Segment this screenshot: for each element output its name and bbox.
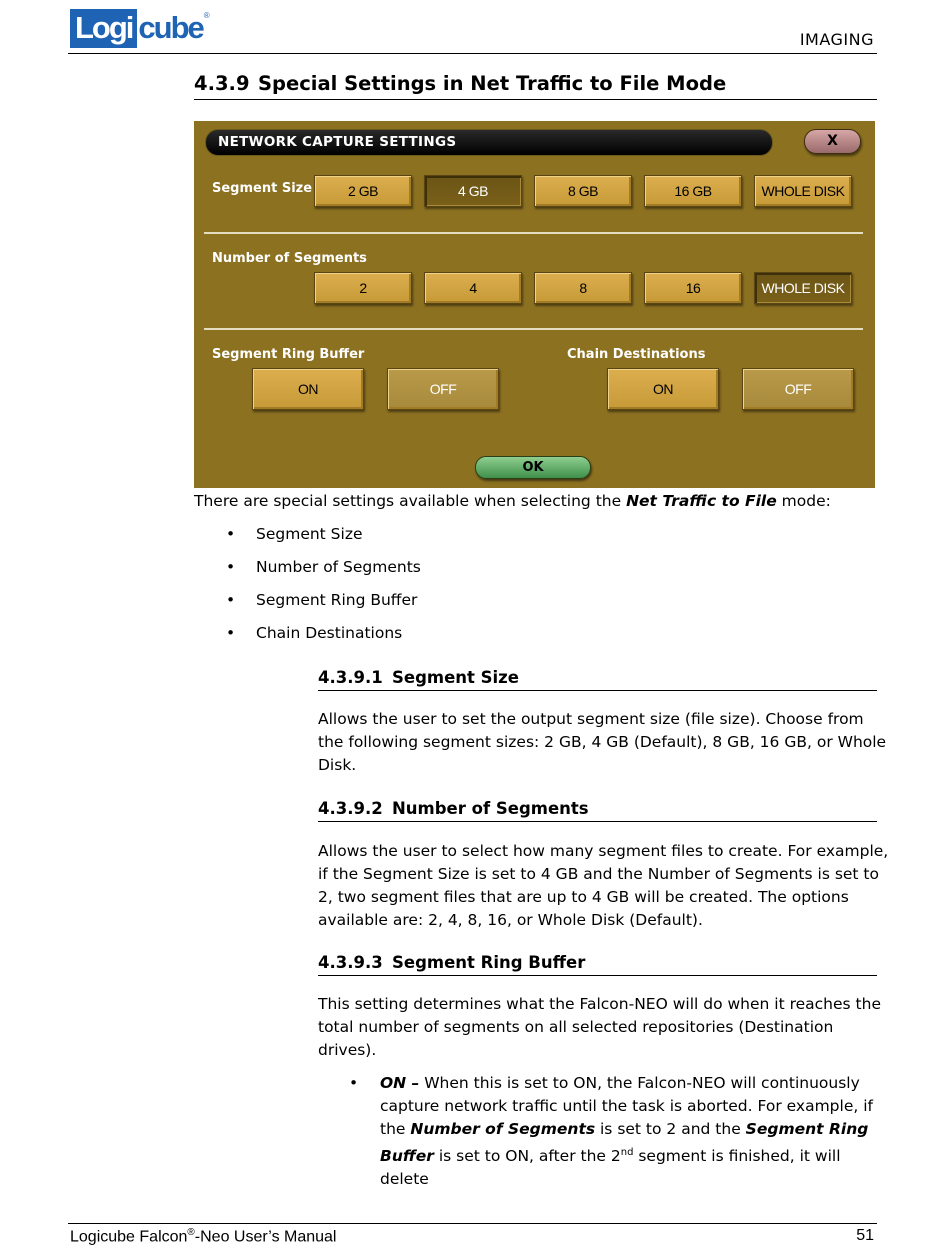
- logo-registered-mark: ®: [203, 11, 210, 20]
- segments-16-button[interactable]: 16: [644, 272, 742, 304]
- bullet-line: capture network traffic until the task is aborted. For example, if: [380, 1097, 873, 1115]
- segment-size-label: Segment Size: [212, 181, 313, 196]
- list-item: • Chain Destinations: [226, 621, 421, 654]
- paragraph-line: if the Segment Size is set to 4 GB and the Number of Segments is set to: [318, 865, 879, 883]
- paragraph-line: drives).: [318, 1041, 377, 1059]
- ring-buffer-off-button[interactable]: OFF: [387, 368, 499, 410]
- bullet-dot: •: [349, 1074, 359, 1092]
- intro-text-end: mode:: [776, 492, 831, 510]
- segment-size-paragraph: [318, 708, 886, 777]
- logo-mark-boxed: Logi: [70, 9, 137, 48]
- ring-buffer-on-button[interactable]: ON: [252, 368, 364, 410]
- segment-size-16gb-button[interactable]: 16 GB: [644, 175, 742, 207]
- bullet-line: segment is finished, it will delete: [380, 1147, 841, 1189]
- paragraph-line: Allows the user to select how many segment files to create. For example,: [318, 842, 889, 860]
- paragraph-line: 2, two segment files that are up to 4 GB will be created. The options: [318, 888, 849, 906]
- settings-list: [226, 522, 421, 654]
- segments-4-button[interactable]: 4: [424, 272, 522, 304]
- subsection-heading-segment-size: [318, 668, 877, 691]
- subsection-number: 4.3.9.1: [318, 668, 383, 687]
- bullet-line: the: [380, 1120, 411, 1138]
- number-of-segments-label: Number of Segments: [212, 251, 367, 266]
- segments-2-button[interactable]: 2: [314, 272, 412, 304]
- segment-size-whole-disk-button[interactable]: WHOLE DISK: [754, 175, 852, 207]
- footer-rule: [68, 1223, 877, 1224]
- segments-8-button[interactable]: 8: [534, 272, 632, 304]
- bullet-line: is set to 2 and the: [595, 1120, 746, 1138]
- bullet-term: ON –: [380, 1074, 420, 1092]
- bullet-line: is set to ON, after the 2: [433, 1147, 621, 1166]
- dialog-divider: [204, 328, 863, 330]
- paragraph-line: Allows the user to set the output segment size (file size). Choose from: [318, 710, 864, 728]
- list-item: • Segment Ring Buffer: [226, 588, 421, 621]
- segments-whole-disk-button[interactable]: WHOLE DISK: [754, 272, 852, 304]
- footer-manual-title: [70, 1227, 336, 1246]
- logo-mark-text: cube: [138, 10, 203, 45]
- segment-ring-buffer-label: Segment Ring Buffer: [212, 347, 365, 362]
- intro-paragraph: [194, 490, 831, 513]
- segment-size-2gb-button[interactable]: 2 GB: [314, 175, 412, 207]
- subsection-number: 4.3.9.2: [318, 799, 383, 818]
- bullet-text: [380, 1072, 880, 1191]
- subsection-number: 4.3.9.3: [318, 953, 383, 972]
- bullet-emphasis: Number of Segments: [410, 1120, 596, 1138]
- paragraph-line: This setting determines what the Falcon-NEO will do when it reaches the: [318, 995, 881, 1013]
- bullet-line: When this is set to ON, the Falcon-NEO will continuously: [419, 1074, 860, 1092]
- paragraph-line: Disk.: [318, 756, 357, 774]
- network-capture-settings-dialog: [194, 121, 875, 488]
- chain-destinations-off-button[interactable]: OFF: [742, 368, 854, 410]
- close-button[interactable]: X: [804, 129, 861, 154]
- section-number: 4.3.9: [194, 72, 250, 95]
- section-heading: [194, 72, 877, 100]
- subsection-title: Number of Segments: [392, 799, 589, 818]
- intro-text: There are special settings available when selecting the: [194, 492, 627, 510]
- ok-button[interactable]: OK: [475, 456, 591, 479]
- paragraph-line: available are: 2, 4, 8, 16, or Whole Disk (Default).: [318, 911, 703, 929]
- list-item: • Number of Segments: [226, 555, 421, 588]
- ordinal-suffix: nd: [620, 1147, 634, 1158]
- segment-size-4gb-button[interactable]: 4 GB: [424, 175, 522, 207]
- paragraph-line: total number of segments on all selected repositories (Destination: [318, 1018, 834, 1036]
- registered-mark: ®: [187, 1227, 195, 1238]
- footer-text: Logicube Falcon: [70, 1228, 188, 1246]
- footer-text: -Neo User’s Manual: [194, 1228, 337, 1246]
- number-of-segments-paragraph: [318, 840, 888, 932]
- page-number: 51: [856, 1227, 874, 1244]
- intro-emphasis: Net Traffic to File: [626, 492, 777, 510]
- subsection-title: Segment Ring Buffer: [392, 953, 586, 972]
- section-title: Special Settings in Net Traffic to File Mode: [258, 72, 727, 95]
- list-item: • Segment Size: [226, 522, 421, 555]
- paragraph-line: the following segment sizes: 2 GB, 4 GB (Default), 8 GB, 16 GB, or Whole: [318, 733, 887, 751]
- header-section-name: IMAGING: [799, 30, 874, 49]
- segment-size-8gb-button[interactable]: 8 GB: [534, 175, 632, 207]
- chain-destinations-on-button[interactable]: ON: [607, 368, 719, 410]
- bullet-emphasis: Buffer: [380, 1147, 434, 1166]
- dialog-title: NETWORK CAPTURE SETTINGS: [218, 134, 457, 150]
- header-rule: [68, 53, 877, 54]
- subsection-heading-number-of-segments: [318, 799, 877, 822]
- subsection-title: Segment Size: [392, 668, 519, 687]
- logicube-logo: [70, 8, 210, 48]
- bullet-emphasis: Segment Ring: [745, 1120, 869, 1138]
- subsection-heading-segment-ring-buffer: [318, 953, 877, 976]
- dialog-title-bar: [205, 129, 773, 156]
- chain-destinations-label: Chain Destinations: [567, 347, 706, 362]
- dialog-divider: [204, 232, 863, 234]
- segment-ring-buffer-paragraph: [318, 993, 881, 1062]
